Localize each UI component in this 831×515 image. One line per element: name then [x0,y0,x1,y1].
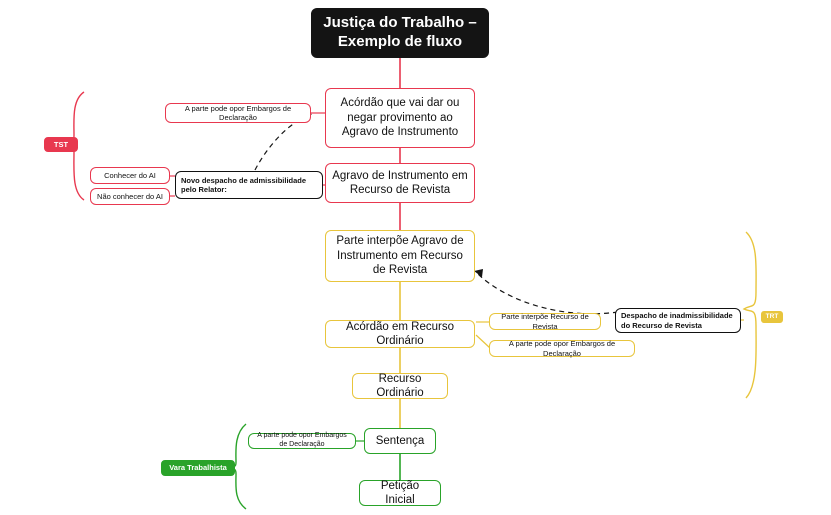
node-label: A parte pode opor Embargos de Declaração [184,103,292,122]
node-label: Parte interpõe Agravo de Instrumento em Recurso de Revista [336,235,464,277]
node-label: Recurso Ordinário [376,372,424,399]
node-label: Sentença [375,434,425,447]
node-peticao-inicial[interactable] [359,480,441,506]
diagram-title-line2: Exemplo de fluxo [337,33,463,50]
tag-label: TST [53,139,69,149]
tag-tst[interactable] [44,137,78,152]
node-embargos-declaracao-tst[interactable] [165,103,311,123]
node-label: A parte pode opor Embargos de Declaração [257,432,347,448]
node-novo-despacho-admissibilidade[interactable] [175,171,323,199]
node-sentenca[interactable] [364,428,436,454]
node-recurso-ordinario[interactable] [352,373,448,399]
node-parte-interpoe-agravo-instrumento[interactable] [325,230,475,282]
node-agravo-instrumento-recurso-revista[interactable] [325,163,475,203]
diagram-title [311,8,489,58]
node-parte-interpoe-recurso-revista[interactable] [489,313,601,330]
node-label: A parte pode opor Embargos de Declaração [508,339,616,358]
node-label: Parte interpõe Recurso de Revista [501,312,589,331]
diagram-title-line1: Justiça do Trabalho – [323,14,477,32]
node-label: Despacho de inadmissibilidade do Recurso de Revista [621,311,733,330]
node-label: Conhecer do AI [104,170,156,180]
tag-trt[interactable] [761,311,783,323]
node-conhecer-ai[interactable] [90,167,170,184]
node-despacho-inadmissibilidade[interactable] [615,308,741,333]
tag-vara-trabalhista[interactable] [161,460,235,476]
tag-label: TRT [765,312,779,320]
node-acordao-agravo-instrumento[interactable] [325,88,475,148]
node-label: Agravo de Instrumento em Recurso de Revista [332,169,468,196]
node-embargos-declaracao-vara[interactable] [248,433,356,449]
node-label: Petição Inicial [380,479,420,506]
node-label: Acórdão em Recurso Ordinário [345,320,455,347]
node-label: Novo despacho de admissibilidade pelo Relator: [181,175,307,194]
node-acordao-recurso-ordinario[interactable] [325,320,475,348]
node-embargos-declaracao-trt[interactable] [489,340,635,357]
node-label: Acórdão que vai dar ou negar provimento ao Agravo de Instrumento [340,97,460,139]
tag-label: Vara Trabalhista [169,463,227,473]
node-nao-conhecer-ai[interactable] [90,188,170,205]
node-label: Não conhecer do AI [97,191,163,201]
